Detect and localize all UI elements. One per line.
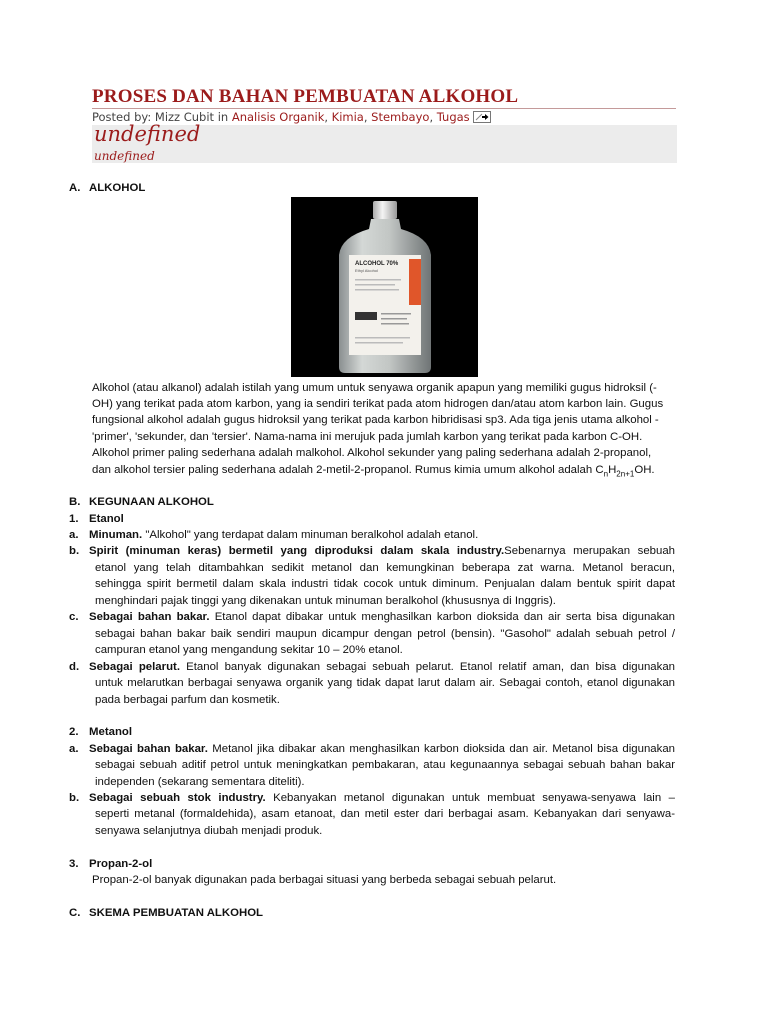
metanol-heading: Metanol (89, 726, 133, 738)
etanol-item-b-tail: Sebenarnya merupakan sebuah (504, 545, 675, 557)
etanol-heading: Etanol (89, 513, 124, 525)
etanol-item-b-first-line (89, 543, 675, 559)
etanol-item-d-tail: Etanol banyak digunakan sebagai sebuah pelarut. Etanol relatif aman, dan bisa digunakan (179, 661, 675, 673)
bottle-label-subtitle: Ethyl Alcohol (355, 268, 378, 273)
posted-by-text: Posted by: Mizz Cubit in (92, 110, 229, 124)
page-title: PROSES DAN BAHAN PEMBUATAN ALKOHOL (92, 86, 519, 107)
metanol-item-b-first-line (89, 790, 675, 806)
formula-h: H (608, 464, 617, 476)
etanol-item-d-first-line (89, 659, 675, 675)
metanol-item-b-line: senyawa selanjutnya diubah menjadi produk. (95, 825, 323, 837)
etanol-item-c-line: campuran etanol yang mengandung sekitar 10 – 20% etanol. (95, 644, 403, 656)
etanol-item-b-line: etanol yang telah ditambahkan sedikit metanol dan kemungkinan beberapa zat warna. Metanol beracun, (95, 562, 675, 574)
etanol-item-a-bold: Minuman. (89, 529, 143, 541)
etanol-item-b-line: menghindari pajak tinggi yang dikenakan untuk minuman beralkohol (khususnya di Inggris). (95, 595, 556, 607)
etanol-item-b-bold: Spirit (minuman keras) bermetil yang diproduksi dalam skala industry. (89, 545, 505, 557)
alkohol-paragraph-line: fungsional alkohol adalah gugus hidroksil yang terikat pada karbon hibridisasi sp3. Ada tiga jenis utama alkohol - (92, 414, 659, 426)
share-arrow-icon[interactable] (473, 111, 491, 123)
metanol-item-b-marker: b. (69, 792, 80, 804)
propanol-number: 3. (69, 858, 79, 870)
etanol-item-c-bold: Sebagai bahan bakar. (89, 611, 210, 623)
formula-end: OH. (634, 464, 655, 476)
metanol-item-a-marker: a. (69, 743, 79, 755)
etanol-item-c-tail: Etanol dapat dibakar untuk menghasilkan karbon dioksida dan air serta bisa digunakan (209, 611, 675, 623)
etanol-item-a-text: "Alkohol" yang terdapat dalam minuman beralkohol adalah etanol. (142, 529, 479, 541)
post-meta: Posted by: Mizz Cubit in Analisis Organik, Kimia, Stembayo, Tugas (92, 110, 491, 124)
alkohol-formula-line (92, 462, 655, 483)
metanol-item-a-bold: Sebagai bahan bakar. (89, 743, 208, 755)
category-link-tugas[interactable]: Tugas (436, 110, 470, 124)
category-link-stembayo[interactable]: Stembayo (371, 110, 430, 124)
etanol-item-b-marker: b. (69, 545, 80, 557)
etanol-item-a (89, 527, 478, 543)
section-a-heading: ALKOHOL (89, 182, 146, 194)
propanol-heading: Propan-2-ol (89, 858, 153, 870)
etanol-item-d-line: pada berbagai parfum dan kosmetik. (95, 694, 280, 706)
alkohol-paragraph-line: Alkohol (atau alkanol) adalah istilah yang umum untuk senyawa organik apapun yang memiliki gugus hidroksil (- (92, 382, 657, 394)
etanol-item-d-marker: d. (69, 661, 80, 673)
metanol-item-a-tail: Metanol jika dibakar akan menghasilkan karbon dioksida dan air. Metanol bisa digunakan (207, 743, 675, 755)
section-c-marker: C. (69, 907, 81, 919)
title-divider (92, 108, 676, 109)
category-link-kimia[interactable]: Kimia (331, 110, 364, 124)
bottle-label-title: ALCOHOL 70% (355, 261, 399, 267)
metanol-item-a-line: sebagai sebuah aditif petrol untuk meningkatkan pembakaran, atau kegunaannya sebagai sebuah bahan bakar (95, 759, 675, 771)
alkohol-paragraph-line: OH) yang terikat pada atom karbon, yang ia sendiri terikat pada atom hidrogen dan/atau atom karbon lain. Gugus (92, 398, 664, 410)
section-a-marker: A. (69, 182, 81, 194)
etanol-item-d-line: untuk melarutkan berbagai senyawa organik yang tidak dapat larut dalam air. Sebagai contoh, etanol digunakan (95, 677, 675, 689)
formula-subscript-n: n (603, 469, 609, 479)
section-b-heading: KEGUNAAN ALKOHOL (89, 496, 214, 508)
undefined-subheading: undefined (94, 149, 155, 163)
category-link-analisis-organik[interactable]: Analisis Organik (231, 110, 325, 124)
etanol-item-c-marker: c. (69, 611, 79, 623)
formula-subscript-2n1: 2n+1 (616, 469, 635, 479)
metanol-item-b-tail: Kebanyakan metanol digunakan untuk membuat senyawa-senyawa lain – (265, 792, 675, 804)
etanol-number: 1. (69, 513, 79, 525)
etanol-item-b-line: sehingga spirit bermetil dalam skala industri tidak cocok untuk diminum. Penjualan dalam bentuk spirit dapat (95, 578, 675, 590)
metanol-item-b-line: seperti metanal (formaldehida), asam etanoat, dan metil ester dari berbagai asam. Kebanyakan dari senyawa- (95, 808, 675, 820)
etanol-item-a-marker: a. (69, 529, 79, 541)
section-c-heading: SKEMA PEMBUATAN ALKOHOL (89, 907, 264, 919)
alkohol-paragraph-line: Alkohol primer paling sederhana adalah malkohol. Alkohol sekunder yang paling sederhana adalah 2-propanol, (92, 447, 652, 459)
etanol-item-c-first-line (89, 609, 675, 625)
alkohol-paragraph-line: 'primer', 'sekunder, dan 'tersier'. Nama-nama ini merujuk pada jumlah karbon yang terikat pada karbon C-OH. (92, 431, 643, 443)
etanol-item-c-line: sebagai bahan bakar baik sendiri maupun dicampur dengan petrol (bensin). "Gasohol" adalah sebuah petrol / (95, 628, 675, 640)
propanol-text: Propan-2-ol banyak digunakan pada berbagai situasi yang berbeda sebagai sebuah pelarut. (92, 874, 557, 886)
etanol-item-d-bold: Sebagai pelarut. (89, 661, 180, 673)
alcohol-bottle-image (291, 197, 478, 377)
metanol-item-b-bold: Sebagai sebuah stok industry. (89, 792, 266, 804)
formula-line-text: dan alkohol tersier paling sederhana adalah 2-metil-2-propanol. Rumus kimia umum alkohol adalah C (92, 464, 604, 476)
undefined-heading: undefined (94, 122, 201, 146)
metanol-number: 2. (69, 726, 79, 738)
metanol-item-a-first-line (89, 741, 675, 757)
metanol-item-a-line: independen (sekarang sementara diteliti). (95, 776, 305, 788)
section-b-marker: B. (69, 496, 81, 508)
